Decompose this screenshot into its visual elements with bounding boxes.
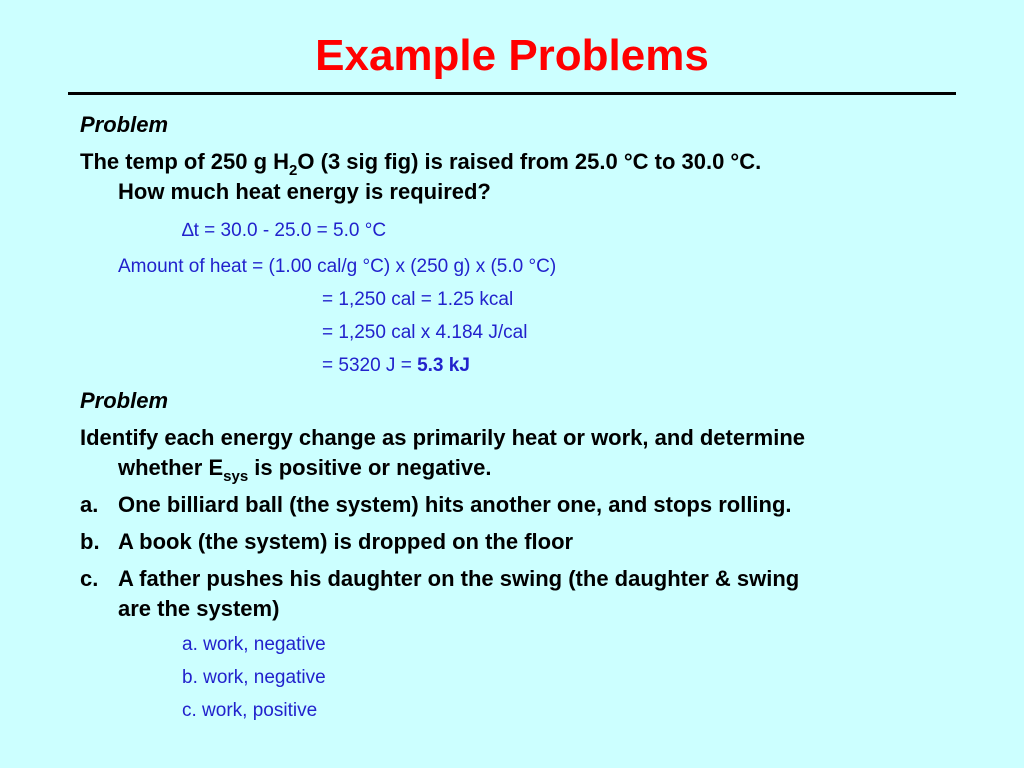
problem1-header: Problem [80, 112, 169, 137]
problem1-statement-line1 [80, 147, 761, 180]
list-item-continuation: are the system) [118, 596, 280, 621]
answer-c: c. work, positive [182, 700, 318, 721]
list-item [80, 564, 799, 594]
problem1-text-part2: O (3 sig fig) is raised from 25.0 °C to 30.0 °C. [297, 149, 762, 174]
list-item-text: A book (the system) is dropped on the floor [118, 529, 574, 554]
problem2-statement-line2 [118, 453, 491, 486]
list-marker: a. [80, 492, 99, 517]
heat-formula-line: Amount of heat = (1.00 cal/g °C) x (250 g) x (5.0 °C) [118, 256, 557, 277]
delta-t-line [182, 216, 386, 246]
calc-line-1: = 1,250 cal = 1.25 kcal [322, 289, 514, 310]
problem2-header: Problem [80, 388, 169, 413]
answer-b: b. work, negative [182, 667, 326, 688]
delta-symbol: ∆ [182, 220, 194, 241]
calc-line-3 [322, 351, 470, 381]
problem2-text-part2: is positive or negative. [248, 455, 492, 480]
list-item [80, 527, 573, 557]
calc-line-3-prefix: = 5320 J = [322, 355, 418, 376]
problem2-text-part1: whether E [118, 455, 224, 480]
slide-title: Example Problems [315, 31, 709, 80]
problem1-statement-line2: How much heat energy is required? [118, 179, 491, 204]
problem2-statement-line1: Identify each energy change as primarily heat or work, and determine [80, 425, 806, 450]
list-item [80, 490, 792, 520]
problem1-text-part1: The temp of 250 g H [80, 149, 290, 174]
delta-t-text: t = 30.0 - 25.0 = 5.0 °C [193, 220, 387, 241]
title-divider [68, 92, 956, 95]
list-item-text: One billiard ball (the system) hits another one, and stops rolling. [118, 492, 792, 517]
list-marker: b. [80, 529, 100, 554]
list-item-text: A father pushes his daughter on the swing (the daughter & swing [118, 566, 800, 591]
calc-line-2: = 1,250 cal x 4.184 J/cal [322, 322, 528, 343]
final-answer: 5.3 kJ [417, 355, 470, 376]
problem2-subscript: sys [223, 468, 249, 485]
answer-a: a. work, negative [182, 634, 326, 655]
problem1-subscript: 2 [289, 162, 298, 179]
list-marker: c. [80, 566, 99, 591]
